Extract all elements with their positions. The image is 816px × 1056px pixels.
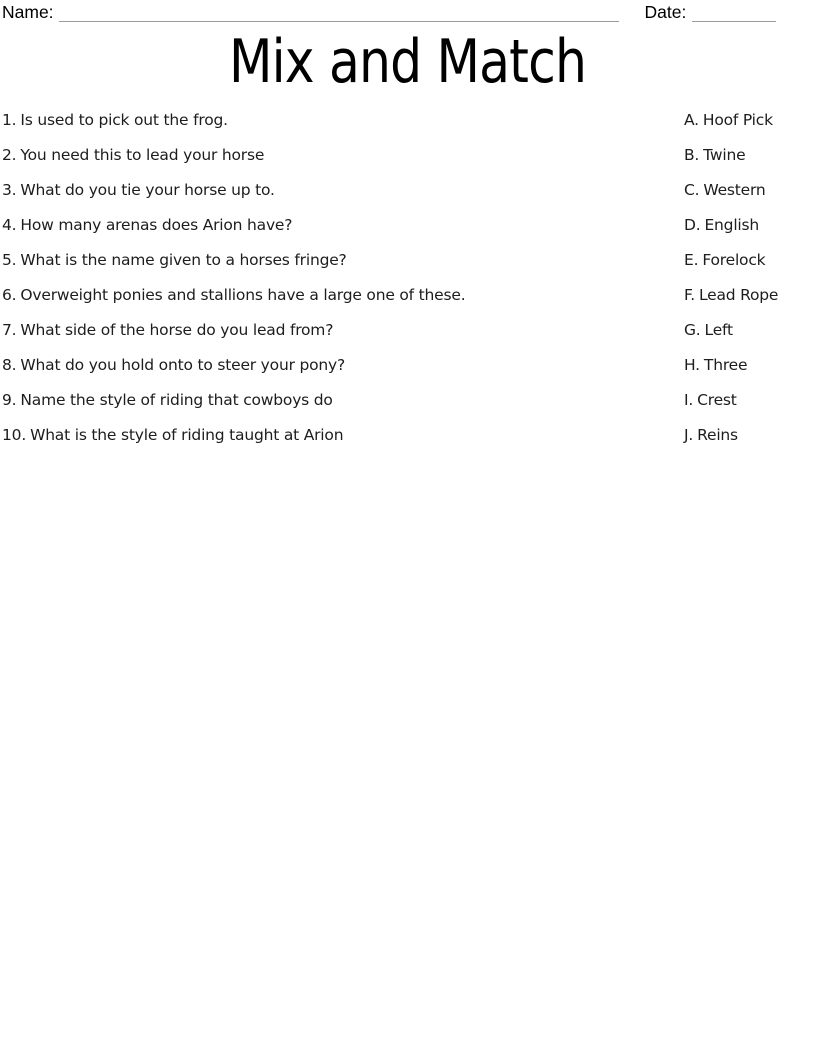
date-label: Date: <box>644 2 687 22</box>
question-row-number: 9. <box>2 391 17 409</box>
answer-row-letter: E. <box>684 251 699 269</box>
answer-row-text: Forelock <box>702 251 766 269</box>
answer-row-letter: I. <box>684 391 694 409</box>
answers-column <box>684 103 816 453</box>
question-row-number: 6. <box>2 286 17 304</box>
answer-row-letter: A. <box>684 111 699 129</box>
answer-row <box>684 348 816 383</box>
question-row-text: What is the name given to a horses fringe? <box>20 251 347 269</box>
answer-row-letter: H. <box>684 356 700 374</box>
answer-row <box>684 173 816 208</box>
question-row-text: What do you hold onto to steer your pony? <box>20 356 346 374</box>
answer-row-letter: C. <box>684 181 700 199</box>
question-row-number: 8. <box>2 356 17 374</box>
answer-row-text: Reins <box>697 426 738 444</box>
question-row-text: How many arenas does Arion have? <box>20 216 293 234</box>
question-row-number: 2. <box>2 146 17 164</box>
question-row <box>2 103 684 138</box>
question-row <box>2 418 684 453</box>
answer-row-letter: G. <box>684 321 701 339</box>
answer-row <box>684 383 816 418</box>
question-row-text: What do you tie your horse up to. <box>20 181 275 199</box>
header <box>0 0 816 22</box>
name-label: Name: <box>2 2 54 22</box>
question-row-text: Is used to pick out the frog. <box>20 111 228 129</box>
question-row-text: You need this to lead your horse <box>20 146 265 164</box>
answer-row-letter: J. <box>684 426 694 444</box>
answer-row-letter: F. <box>684 286 695 304</box>
question-row-text: Name the style of riding that cowboys do <box>20 391 333 409</box>
answer-row <box>684 243 816 278</box>
question-row-number: 1. <box>2 111 17 129</box>
question-row <box>2 138 684 173</box>
question-row-number: 5. <box>2 251 17 269</box>
answer-row-text: Twine <box>703 146 746 164</box>
answer-row-text: Hoof Pick <box>702 111 773 129</box>
question-row-number: 3. <box>2 181 17 199</box>
answer-row <box>684 278 816 313</box>
question-row-text: Overweight ponies and stallions have a large one of these. <box>20 286 466 304</box>
question-row-number: 10. <box>2 426 27 444</box>
answer-row-text: Left <box>704 321 733 339</box>
question-row <box>2 348 684 383</box>
question-row <box>2 243 684 278</box>
answer-row-letter: B. <box>684 146 700 164</box>
answer-row-letter: D. <box>684 216 701 234</box>
name-blank-line <box>59 6 619 22</box>
question-row-number: 7. <box>2 321 17 339</box>
question-row-text: What is the style of riding taught at Arion <box>30 426 344 444</box>
question-row <box>2 278 684 313</box>
question-row <box>2 173 684 208</box>
answer-row <box>684 418 816 453</box>
answer-row-text: Western <box>703 181 766 199</box>
answer-row <box>684 103 816 138</box>
answer-row-text: Three <box>703 356 748 374</box>
question-row-number: 4. <box>2 216 17 234</box>
question-row-text: What side of the horse do you lead from? <box>20 321 334 339</box>
question-row <box>2 208 684 243</box>
question-row <box>2 313 684 348</box>
answer-row <box>684 208 816 243</box>
answer-row <box>684 138 816 173</box>
title-container <box>0 28 816 96</box>
questions-column <box>0 103 684 453</box>
question-row <box>2 383 684 418</box>
answer-row-text: Lead Rope <box>698 286 779 304</box>
answer-row-text: English <box>704 216 760 234</box>
answer-row-text: Crest <box>697 391 737 409</box>
match-columns <box>0 103 816 453</box>
answer-row <box>684 313 816 348</box>
date-blank-line <box>692 6 776 22</box>
page-title: Mix and Match <box>229 27 587 97</box>
